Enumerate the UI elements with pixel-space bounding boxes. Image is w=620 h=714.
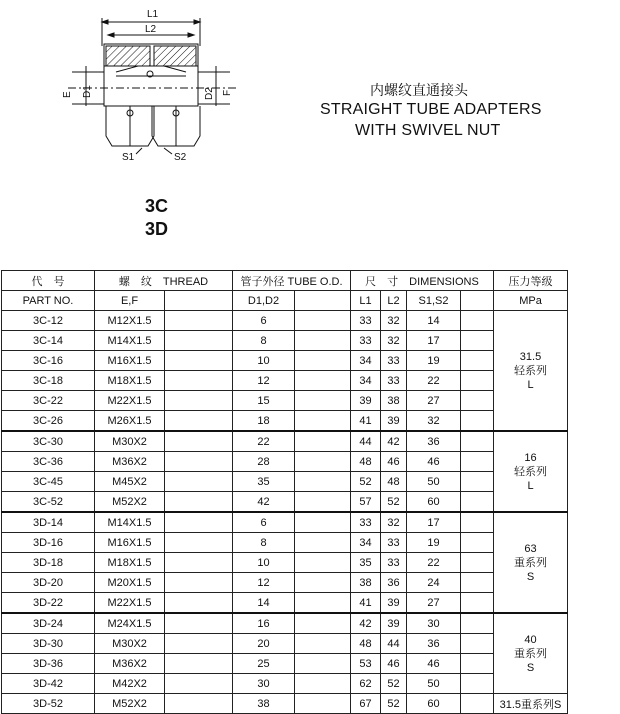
header-mpa: MPa (494, 291, 568, 311)
pressure-series: 轻系列 (514, 465, 547, 478)
thread-cell: M20X1.5 (95, 573, 165, 593)
dim-l2-label: L2 (145, 24, 157, 35)
empty-cell (165, 573, 233, 593)
table-row (2, 411, 568, 432)
empty-cell (295, 674, 351, 694)
empty-cell (295, 351, 351, 371)
pressure-letter: S (526, 661, 535, 674)
l1-cell: 33 (351, 331, 381, 351)
empty-cell (461, 492, 494, 513)
dim-e-label: E (62, 91, 73, 98)
part-no-cell: 3C-22 (2, 391, 95, 411)
empty-cell (461, 533, 494, 553)
pressure-value: 40 (524, 633, 537, 646)
l2-cell: 39 (381, 613, 407, 634)
part-no-cell: 3C-45 (2, 472, 95, 492)
tube-od-cell: 25 (233, 654, 295, 674)
s1s2-cell: 30 (407, 613, 461, 634)
fitting-drawing (60, 6, 250, 166)
empty-cell (295, 311, 351, 331)
s1s2-cell: 19 (407, 351, 461, 371)
thread-cell: M16X1.5 (95, 351, 165, 371)
thread-cell: M52X2 (95, 492, 165, 513)
part-no-cell: 3D-30 (2, 634, 95, 654)
empty-cell (461, 431, 494, 452)
table-row (2, 634, 568, 654)
l1-cell: 48 (351, 452, 381, 472)
s1s2-cell: 19 (407, 533, 461, 553)
dim-d1-label: D1 (82, 85, 93, 98)
table-row (2, 311, 568, 331)
dim-s1-label: S1 (122, 152, 135, 163)
empty-cell (165, 371, 233, 391)
pressure-series: 轻系列 (514, 364, 547, 377)
thread-cell: M18X1.5 (95, 371, 165, 391)
thread-cell: M45X2 (95, 472, 165, 492)
empty-cell (295, 492, 351, 513)
l2-cell: 33 (381, 351, 407, 371)
l2-cell: 33 (381, 553, 407, 573)
l1-cell: 42 (351, 613, 381, 634)
s1s2-cell: 27 (407, 391, 461, 411)
empty-cell (461, 613, 494, 634)
table-row (2, 674, 568, 694)
table-row (2, 593, 568, 614)
series-code-3d: 3D (145, 219, 169, 239)
l1-cell: 33 (351, 512, 381, 533)
l2-cell: 46 (381, 654, 407, 674)
header-l2: L2 (381, 291, 407, 311)
empty-cell (295, 553, 351, 573)
dim-f-label: F (222, 89, 233, 96)
l2-cell: 32 (381, 311, 407, 331)
empty-cell (165, 674, 233, 694)
s1s2-cell: 27 (407, 593, 461, 614)
header-row-2 (2, 291, 568, 311)
pressure-value: 31.5 (519, 350, 542, 363)
l2-cell: 39 (381, 593, 407, 614)
l2-cell: 32 (381, 512, 407, 533)
empty-cell (165, 593, 233, 614)
l2-cell: 33 (381, 533, 407, 553)
s1s2-cell: 60 (407, 492, 461, 513)
empty-cell (461, 593, 494, 614)
tube-od-cell: 38 (233, 694, 295, 714)
pressure-letter: S (526, 570, 535, 583)
l2-cell: 38 (381, 391, 407, 411)
tube-od-cell: 28 (233, 452, 295, 472)
empty-cell (165, 431, 233, 452)
tube-od-cell: 22 (233, 431, 295, 452)
header-code: 代 号 (2, 271, 95, 291)
l2-cell: 48 (381, 472, 407, 492)
empty-cell (295, 391, 351, 411)
s1s2-cell: 36 (407, 431, 461, 452)
empty-cell (461, 472, 494, 492)
empty-cell (461, 331, 494, 351)
empty-cell (461, 351, 494, 371)
empty-cell (461, 654, 494, 674)
s1s2-cell: 50 (407, 674, 461, 694)
empty-cell (165, 553, 233, 573)
table-row (2, 452, 568, 472)
header-dimensions: 尺 寸 DIMENSIONS (351, 271, 494, 291)
part-no-cell: 3D-36 (2, 654, 95, 674)
part-no-cell: 3D-14 (2, 512, 95, 533)
empty-cell (461, 553, 494, 573)
pressure-group-cell (494, 311, 568, 432)
empty-cell (165, 533, 233, 553)
header-d1d2: D1,D2 (233, 291, 295, 311)
s1s2-cell: 22 (407, 553, 461, 573)
pressure-letter: L (527, 479, 534, 492)
empty-cell (165, 654, 233, 674)
part-no-cell: 3C-14 (2, 331, 95, 351)
series-code-3c: 3C (145, 196, 169, 216)
pressure-group-cell (494, 431, 568, 512)
header-ef: E,F (95, 291, 165, 311)
table-row (2, 533, 568, 553)
l2-cell: 42 (381, 431, 407, 452)
l1-cell: 53 (351, 654, 381, 674)
table-row (2, 351, 568, 371)
tube-od-cell: 8 (233, 533, 295, 553)
part-no-cell: 3C-30 (2, 431, 95, 452)
part-no-cell: 3C-12 (2, 311, 95, 331)
tube-od-cell: 15 (233, 391, 295, 411)
thread-cell: M26X1.5 (95, 411, 165, 432)
part-no-cell: 3D-22 (2, 593, 95, 614)
empty-cell (295, 411, 351, 432)
part-no-cell: 3D-20 (2, 573, 95, 593)
table-row (2, 512, 568, 533)
empty-cell (165, 512, 233, 533)
part-no-cell: 3D-52 (2, 694, 95, 714)
l1-cell: 57 (351, 492, 381, 513)
tube-od-cell: 42 (233, 492, 295, 513)
s1s2-cell: 17 (407, 512, 461, 533)
table-row (2, 613, 568, 634)
title-chinese: 内螺纹直通接头 (370, 82, 468, 98)
l1-cell: 52 (351, 472, 381, 492)
empty-cell (165, 472, 233, 492)
tube-od-cell: 10 (233, 351, 295, 371)
empty-cell (461, 391, 494, 411)
empty-cell (461, 311, 494, 331)
empty-cell (295, 472, 351, 492)
dim-l1-label: L1 (147, 9, 159, 20)
thread-cell: M12X1.5 (95, 311, 165, 331)
l1-cell: 39 (351, 391, 381, 411)
tube-od-cell: 16 (233, 613, 295, 634)
l1-cell: 35 (351, 553, 381, 573)
part-no-cell: 3C-16 (2, 351, 95, 371)
pressure-series: 重系列 (521, 698, 555, 711)
table-row (2, 391, 568, 411)
part-no-cell: 3C-52 (2, 492, 95, 513)
pressure-group-cell (494, 512, 568, 613)
tube-od-cell: 30 (233, 674, 295, 694)
pressure-letter: L (527, 378, 534, 391)
empty-cell (295, 593, 351, 614)
empty-cell (295, 452, 351, 472)
empty-cell (295, 533, 351, 553)
thread-cell: M22X1.5 (95, 391, 165, 411)
tube-od-cell: 18 (233, 411, 295, 432)
empty-cell (165, 311, 233, 331)
l2-cell: 33 (381, 371, 407, 391)
l2-cell: 52 (381, 674, 407, 694)
empty-cell (295, 512, 351, 533)
part-no-cell: 3C-36 (2, 452, 95, 472)
s1s2-cell: 46 (407, 654, 461, 674)
s1s2-cell: 46 (407, 452, 461, 472)
table-row (2, 331, 568, 351)
pressure-series: 重系列 (514, 556, 547, 569)
l2-cell: 32 (381, 331, 407, 351)
empty-cell (295, 634, 351, 654)
pressure-value: 16 (524, 451, 537, 464)
s1s2-cell: 50 (407, 472, 461, 492)
l1-cell: 44 (351, 431, 381, 452)
l1-cell: 38 (351, 573, 381, 593)
table-row (2, 573, 568, 593)
empty-cell (165, 391, 233, 411)
tube-od-cell: 6 (233, 311, 295, 331)
header-tube-od: 管子外径 TUBE O.D. (233, 271, 351, 291)
empty-cell (165, 411, 233, 432)
title-english-line1: STRAIGHT TUBE ADAPTERS (320, 101, 542, 118)
header-row-1 (2, 271, 568, 291)
thread-cell: M30X2 (95, 634, 165, 654)
thread-cell: M42X2 (95, 674, 165, 694)
empty-cell (165, 351, 233, 371)
thread-cell: M16X1.5 (95, 533, 165, 553)
table-row (2, 472, 568, 492)
s1s2-cell: 60 (407, 694, 461, 714)
part-no-cell: 3D-16 (2, 533, 95, 553)
part-no-cell: 3C-18 (2, 371, 95, 391)
l1-cell: 41 (351, 411, 381, 432)
header-part-no: PART NO. (2, 291, 95, 311)
tube-od-cell: 14 (233, 593, 295, 614)
empty-cell (461, 452, 494, 472)
s1s2-cell: 24 (407, 573, 461, 593)
spec-table (1, 270, 568, 714)
dim-s2-label: S2 (174, 152, 187, 163)
empty-cell (165, 331, 233, 351)
empty-cell (165, 634, 233, 654)
table-row (2, 654, 568, 674)
dim-d2-label: D2 (204, 87, 215, 100)
empty-cell (165, 492, 233, 513)
l1-cell: 34 (351, 371, 381, 391)
l2-cell: 39 (381, 411, 407, 432)
table-row (2, 431, 568, 452)
table-row (2, 371, 568, 391)
empty-cell (165, 613, 233, 634)
l1-cell: 48 (351, 634, 381, 654)
pressure-value: 31.5 (499, 698, 522, 711)
empty-cell (295, 431, 351, 452)
empty-cell (295, 331, 351, 351)
table-row (2, 492, 568, 513)
l2-cell: 46 (381, 452, 407, 472)
thread-cell: M36X2 (95, 452, 165, 472)
thread-cell: M52X2 (95, 694, 165, 714)
thread-cell: M18X1.5 (95, 553, 165, 573)
pressure-group-cell (494, 613, 568, 694)
thread-cell: M22X1.5 (95, 593, 165, 614)
s1s2-cell: 32 (407, 411, 461, 432)
empty-cell (295, 573, 351, 593)
tube-od-cell: 8 (233, 331, 295, 351)
thread-cell: M24X1.5 (95, 613, 165, 634)
tube-od-cell: 10 (233, 553, 295, 573)
empty-cell (461, 512, 494, 533)
l2-cell: 52 (381, 694, 407, 714)
part-no-cell: 3C-26 (2, 411, 95, 432)
thread-cell: M36X2 (95, 654, 165, 674)
pressure-series: 重系列 (514, 647, 547, 660)
thread-cell: M14X1.5 (95, 331, 165, 351)
pressure-value: 63 (524, 542, 537, 555)
l1-cell: 41 (351, 593, 381, 614)
empty-cell (295, 371, 351, 391)
part-no-cell: 3D-24 (2, 613, 95, 634)
empty-cell (461, 634, 494, 654)
l2-cell: 52 (381, 492, 407, 513)
part-no-cell: 3D-18 (2, 553, 95, 573)
tube-od-cell: 20 (233, 634, 295, 654)
empty-cell (461, 573, 494, 593)
l1-cell: 34 (351, 533, 381, 553)
tube-od-cell: 35 (233, 472, 295, 492)
empty-cell (295, 613, 351, 634)
s1s2-cell: 17 (407, 331, 461, 351)
s1s2-cell: 36 (407, 634, 461, 654)
header-thread: 螺 纹 THREAD (95, 271, 233, 291)
l1-cell: 33 (351, 311, 381, 331)
part-no-cell: 3D-42 (2, 674, 95, 694)
empty-cell (165, 452, 233, 472)
thread-cell: M30X2 (95, 431, 165, 452)
table-row (2, 553, 568, 573)
pressure-letter: S (554, 698, 562, 711)
s1s2-cell: 14 (407, 311, 461, 331)
tube-od-cell: 6 (233, 512, 295, 533)
l2-cell: 44 (381, 634, 407, 654)
l1-cell: 34 (351, 351, 381, 371)
header-s1s2: S1,S2 (407, 291, 461, 311)
l2-cell: 36 (381, 573, 407, 593)
title-english-line2: WITH SWIVEL NUT (355, 122, 501, 139)
empty-cell (461, 411, 494, 432)
empty-cell (461, 674, 494, 694)
l1-cell: 62 (351, 674, 381, 694)
l1-cell: 67 (351, 694, 381, 714)
tube-od-cell: 12 (233, 573, 295, 593)
header-pressure: 压力等级 (494, 271, 568, 291)
header-l1: L1 (351, 291, 381, 311)
s1s2-cell: 22 (407, 371, 461, 391)
empty-cell (295, 654, 351, 674)
empty-cell (461, 371, 494, 391)
thread-cell: M14X1.5 (95, 512, 165, 533)
tube-od-cell: 12 (233, 371, 295, 391)
